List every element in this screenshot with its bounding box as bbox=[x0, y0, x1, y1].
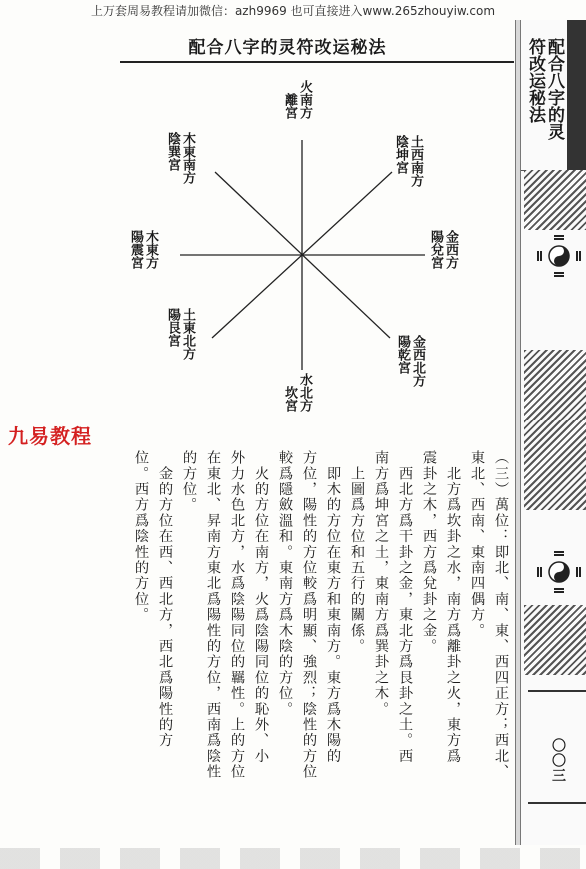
text-column: 北方爲坎卦之水，南方爲離卦之火，東方爲 bbox=[445, 450, 461, 764]
text-column: 在東北、昇南方東北爲陽性的方位，西南爲陰性 bbox=[205, 450, 221, 780]
label-west: 金西方 陽兌宮 bbox=[428, 230, 458, 269]
bagua-icon bbox=[535, 232, 583, 280]
text-column: 的方位。 bbox=[181, 450, 197, 513]
label-south: 火南方 離宮 bbox=[282, 80, 312, 119]
watermark-text: 上万套周易教程请加微信：azh9969 也可直接进入www.265zhouyiw.com bbox=[90, 4, 496, 18]
side-hatch-bottom bbox=[524, 605, 586, 675]
page-bottom-edge bbox=[0, 848, 586, 869]
text-column: 外力水色北方，水爲陰陽同位的羈性。上的方位 bbox=[229, 450, 245, 780]
side-hatch-middle bbox=[524, 350, 586, 420]
text-column: 金的方位在西、西北方，西北爲陽性的方 bbox=[157, 450, 173, 749]
direction-diagram bbox=[110, 80, 500, 440]
bagua-icon bbox=[535, 548, 583, 596]
label-northeast: 土東北方 陽艮宮 bbox=[165, 308, 195, 360]
side-title: 配合八字的灵符改运秘法 bbox=[525, 38, 564, 140]
label-northwest: 金西北方 陽乾宮 bbox=[395, 335, 425, 387]
page-number: 〇〇三 bbox=[550, 737, 566, 783]
text-column: 上圖爲方位和五行的關係。 bbox=[349, 450, 365, 655]
text-column: 位。西方爲陰性的方位。 bbox=[133, 450, 149, 623]
text-column: 東北、西南、東南四偶方。 bbox=[469, 450, 485, 639]
text-column: 較爲隱斂溫和。東南方爲木陰的方位。 bbox=[277, 450, 293, 717]
side-hatch-top bbox=[524, 170, 586, 230]
side-hatch-lower bbox=[524, 420, 586, 510]
page-title: 配合八字的灵符改运秘法 bbox=[188, 38, 387, 58]
text-column: 南方爲坤宮之土，東南方爲巽卦之木。 bbox=[373, 450, 389, 717]
text-column: 火的方位在南方，火爲陰陽同位的恥外、小 bbox=[253, 450, 269, 764]
text-column: 方位，陽性的方位較爲明顯、強烈；陰性的方位 bbox=[301, 450, 317, 780]
label-north: 水北方 坎宮 bbox=[282, 373, 312, 412]
label-east: 木東方 陽震宮 bbox=[128, 230, 158, 269]
text-column: 西北方爲干卦之金，東北方爲艮卦之土。西 bbox=[397, 450, 413, 764]
label-southwest: 土西南方 陰坤宮 bbox=[393, 135, 423, 187]
text-column: （三）萬位：即北、南、東、西四正方；西北、 bbox=[493, 450, 509, 780]
label-southeast: 木東南方 陰巽宮 bbox=[165, 132, 195, 184]
title-rule bbox=[120, 61, 514, 63]
text-column: 震卦之木，西方爲兌卦之金。 bbox=[421, 450, 437, 655]
body-text bbox=[110, 450, 510, 830]
text-column: 即木的方位在東方和東南方。東方爲木陽的 bbox=[325, 450, 341, 764]
brand-watermark: 九易教程 bbox=[8, 424, 92, 448]
